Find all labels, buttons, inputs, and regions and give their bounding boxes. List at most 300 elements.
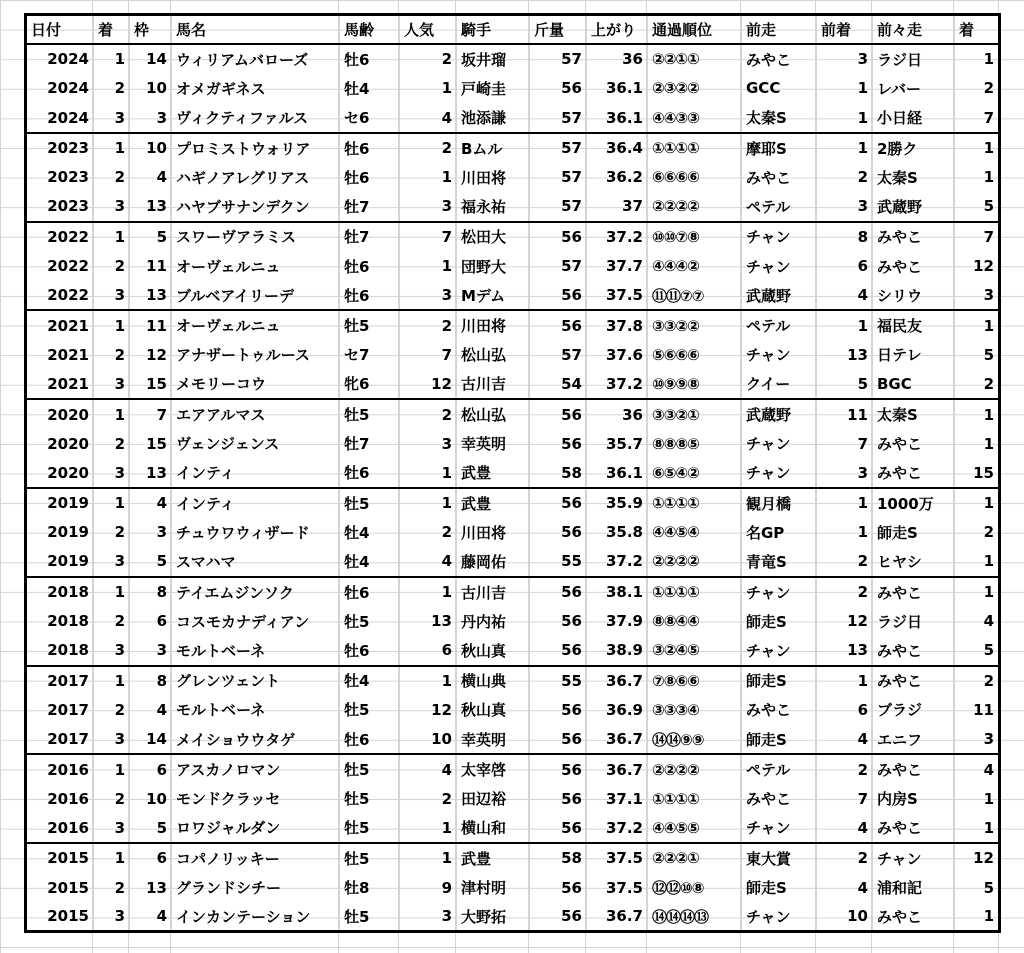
cell-finish[interactable]: 3 [94,458,130,488]
cell-passing-order[interactable]: ⑧⑧⑧⑤ [648,429,742,459]
cell-gate[interactable]: 5 [130,547,172,577]
cell-horse-name[interactable]: モルトベーネ [172,636,340,666]
cell-last-3f[interactable]: 36.7 [587,666,648,696]
cell-prev2-finish[interactable]: 15 [955,458,1000,488]
cell-prev2-race[interactable]: ブラジ [873,695,955,725]
cell-prev2-finish[interactable]: 2 [955,666,1000,696]
cell-last-3f[interactable]: 37.5 [587,281,648,311]
cell-date[interactable]: 2015 [26,902,94,932]
cell-last-3f[interactable]: 36.1 [587,103,648,133]
cell-weight[interactable]: 57 [530,340,587,370]
cell-sex-age[interactable]: 牡6 [340,162,400,192]
cell-weight[interactable]: 57 [530,103,587,133]
cell-date[interactable]: 2017 [26,695,94,725]
cell-finish[interactable]: 3 [94,370,130,400]
cell-jockey[interactable]: 戸崎圭 [457,74,530,104]
cell-finish[interactable]: 2 [94,784,130,814]
cell-popularity[interactable]: 1 [400,843,457,873]
cell-finish[interactable]: 2 [94,251,130,281]
cell-prev-race[interactable]: 東大賞 [742,843,817,873]
cell-popularity[interactable]: 2 [400,310,457,340]
cell-jockey[interactable]: 古川吉 [457,577,530,607]
cell-prev-finish[interactable]: 1 [817,666,873,696]
cell-gate[interactable]: 4 [130,488,172,518]
cell-passing-order[interactable]: ⑪⑪⑦⑦ [648,281,742,311]
cell-prev2-finish[interactable]: 2 [955,370,1000,400]
cell-horse-name[interactable]: ハヤブサナンデクン [172,192,340,222]
cell-horse-name[interactable]: インティ [172,458,340,488]
cell-prev-race[interactable]: GCC [742,74,817,104]
cell-prev-race[interactable]: 名GP [742,518,817,548]
cell-popularity[interactable]: 1 [400,488,457,518]
cell-finish[interactable]: 2 [94,606,130,636]
cell-date[interactable]: 2015 [26,873,94,903]
cell-gate[interactable]: 4 [130,162,172,192]
cell-finish[interactable]: 2 [94,873,130,903]
cell-horse-name[interactable]: コスモカナディアン [172,606,340,636]
cell-popularity[interactable]: 12 [400,370,457,400]
cell-passing-order[interactable]: ②②②② [648,754,742,784]
cell-sex-age[interactable]: 牡5 [340,784,400,814]
cell-prev2-finish[interactable]: 1 [955,310,1000,340]
cell-prev-finish[interactable]: 1 [817,310,873,340]
cell-popularity[interactable]: 3 [400,192,457,222]
cell-weight[interactable]: 57 [530,44,587,74]
cell-date[interactable]: 2024 [26,74,94,104]
cell-jockey[interactable]: 横山典 [457,666,530,696]
cell-jockey[interactable]: 松山弘 [457,340,530,370]
cell-finish[interactable]: 1 [94,399,130,429]
cell-prev2-race[interactable]: 師走S [873,518,955,548]
cell-prev-finish[interactable]: 1 [817,133,873,163]
cell-jockey[interactable]: Bムル [457,133,530,163]
cell-finish[interactable]: 1 [94,222,130,252]
cell-prev2-finish[interactable]: 1 [955,162,1000,192]
cell-weight[interactable]: 56 [530,754,587,784]
cell-finish[interactable]: 2 [94,340,130,370]
cell-finish[interactable]: 1 [94,843,130,873]
cell-last-3f[interactable]: 36.7 [587,754,648,784]
cell-sex-age[interactable]: 牡5 [340,902,400,932]
cell-prev2-finish[interactable]: 7 [955,222,1000,252]
cell-sex-age[interactable]: 牡5 [340,606,400,636]
cell-date[interactable]: 2021 [26,310,94,340]
cell-passing-order[interactable]: ④④③③ [648,103,742,133]
cell-gate[interactable]: 8 [130,666,172,696]
cell-last-3f[interactable]: 37.6 [587,340,648,370]
cell-last-3f[interactable]: 37.8 [587,310,648,340]
cell-jockey[interactable]: 古川吉 [457,370,530,400]
cell-passing-order[interactable]: ②②②② [648,192,742,222]
cell-passing-order[interactable]: ③③③④ [648,695,742,725]
cell-horse-name[interactable]: グレンツェント [172,666,340,696]
cell-date[interactable]: 2023 [26,192,94,222]
cell-date[interactable]: 2022 [26,251,94,281]
cell-popularity[interactable]: 2 [400,518,457,548]
cell-sex-age[interactable]: 牡5 [340,488,400,518]
cell-popularity[interactable]: 2 [400,784,457,814]
cell-prev-finish[interactable]: 13 [817,340,873,370]
cell-prev-race[interactable]: ペテル [742,754,817,784]
cell-finish[interactable]: 1 [94,310,130,340]
cell-weight[interactable]: 56 [530,74,587,104]
cell-prev-finish[interactable]: 1 [817,74,873,104]
cell-prev2-finish[interactable]: 12 [955,843,1000,873]
cell-finish[interactable]: 3 [94,281,130,311]
header-sex-age[interactable]: 馬齢 [340,15,400,45]
cell-sex-age[interactable]: 牡4 [340,518,400,548]
cell-last-3f[interactable]: 36.1 [587,458,648,488]
cell-gate[interactable]: 14 [130,725,172,755]
cell-prev-finish[interactable]: 2 [817,577,873,607]
cell-prev-race[interactable]: みやこ [742,695,817,725]
cell-finish[interactable]: 2 [94,695,130,725]
cell-prev-race[interactable]: チャン [742,458,817,488]
cell-prev-finish[interactable]: 3 [817,458,873,488]
cell-horse-name[interactable]: オーヴェルニュ [172,251,340,281]
cell-popularity[interactable]: 12 [400,695,457,725]
cell-horse-name[interactable]: スマハマ [172,547,340,577]
cell-horse-name[interactable]: ロワジャルダン [172,814,340,844]
cell-popularity[interactable]: 7 [400,222,457,252]
cell-prev2-race[interactable]: みやこ [873,222,955,252]
cell-gate[interactable]: 13 [130,281,172,311]
cell-last-3f[interactable]: 38.9 [587,636,648,666]
cell-weight[interactable]: 56 [530,577,587,607]
cell-sex-age[interactable]: セ6 [340,103,400,133]
cell-prev2-race[interactable]: ヒヤシ [873,547,955,577]
cell-gate[interactable]: 6 [130,843,172,873]
cell-prev-race[interactable]: 武蔵野 [742,399,817,429]
cell-date[interactable]: 2020 [26,458,94,488]
cell-prev2-finish[interactable]: 5 [955,192,1000,222]
cell-prev-race[interactable]: チャン [742,429,817,459]
cell-prev-finish[interactable]: 7 [817,429,873,459]
cell-last-3f[interactable]: 36.1 [587,74,648,104]
cell-jockey[interactable]: 秋山真 [457,695,530,725]
cell-finish[interactable]: 1 [94,666,130,696]
cell-passing-order[interactable]: ①①①① [648,784,742,814]
cell-prev2-finish[interactable]: 1 [955,547,1000,577]
cell-date[interactable]: 2022 [26,281,94,311]
cell-horse-name[interactable]: モルトベーネ [172,695,340,725]
cell-prev-finish[interactable]: 4 [817,281,873,311]
cell-prev-race[interactable]: 武蔵野 [742,281,817,311]
cell-passing-order[interactable]: ⑤⑥⑥⑥ [648,340,742,370]
cell-last-3f[interactable]: 37.9 [587,606,648,636]
cell-last-3f[interactable]: 35.9 [587,488,648,518]
cell-prev2-finish[interactable]: 7 [955,103,1000,133]
cell-popularity[interactable]: 4 [400,103,457,133]
cell-prev-finish[interactable]: 13 [817,636,873,666]
cell-prev2-race[interactable]: エニフ [873,725,955,755]
cell-horse-name[interactable]: オメガギネス [172,74,340,104]
cell-last-3f[interactable]: 37 [587,192,648,222]
cell-prev2-race[interactable]: みやこ [873,429,955,459]
cell-prev2-race[interactable]: チャン [873,843,955,873]
cell-prev-race[interactable]: 師走S [742,666,817,696]
cell-prev2-finish[interactable]: 1 [955,784,1000,814]
cell-jockey[interactable]: 武豊 [457,843,530,873]
cell-prev-finish[interactable]: 5 [817,370,873,400]
cell-finish[interactable]: 3 [94,725,130,755]
cell-jockey[interactable]: 池添謙 [457,103,530,133]
cell-prev2-finish[interactable]: 3 [955,725,1000,755]
cell-passing-order[interactable]: ⑭⑭⑨⑨ [648,725,742,755]
cell-popularity[interactable]: 10 [400,725,457,755]
cell-prev2-finish[interactable]: 2 [955,74,1000,104]
cell-prev2-finish[interactable]: 1 [955,399,1000,429]
cell-prev-finish[interactable]: 2 [817,547,873,577]
cell-date[interactable]: 2024 [26,44,94,74]
cell-prev-race[interactable]: みやこ [742,162,817,192]
cell-date[interactable]: 2023 [26,162,94,192]
cell-sex-age[interactable]: 牡5 [340,814,400,844]
cell-prev-race[interactable]: クイー [742,370,817,400]
cell-jockey[interactable]: 川田将 [457,162,530,192]
cell-weight[interactable]: 56 [530,636,587,666]
cell-popularity[interactable]: 2 [400,399,457,429]
header-prev2-race[interactable]: 前々走 [873,15,955,45]
cell-horse-name[interactable]: チュウワウィザード [172,518,340,548]
cell-last-3f[interactable]: 37.2 [587,814,648,844]
cell-prev2-race[interactable]: 太秦S [873,399,955,429]
cell-prev-finish[interactable]: 11 [817,399,873,429]
cell-date[interactable]: 2016 [26,814,94,844]
cell-prev-finish[interactable]: 1 [817,103,873,133]
cell-prev-race[interactable]: ペテル [742,192,817,222]
cell-passing-order[interactable]: ②③②② [648,74,742,104]
cell-jockey[interactable]: 松山弘 [457,399,530,429]
cell-sex-age[interactable]: 牡6 [340,44,400,74]
cell-prev2-race[interactable]: 小日経 [873,103,955,133]
cell-horse-name[interactable]: メモリーコウ [172,370,340,400]
cell-horse-name[interactable]: モンドクラッセ [172,784,340,814]
cell-prev-finish[interactable]: 2 [817,162,873,192]
cell-prev-race[interactable]: チャン [742,902,817,932]
cell-prev-race[interactable]: 青竜S [742,547,817,577]
cell-date[interactable]: 2021 [26,370,94,400]
cell-prev-race[interactable]: チャン [742,251,817,281]
cell-prev-race[interactable]: チャン [742,222,817,252]
header-passing-order[interactable]: 通過順位 [648,15,742,45]
cell-popularity[interactable]: 1 [400,251,457,281]
cell-sex-age[interactable]: 牡6 [340,577,400,607]
cell-gate[interactable]: 3 [130,636,172,666]
cell-last-3f[interactable]: 37.1 [587,784,648,814]
cell-popularity[interactable]: 1 [400,74,457,104]
cell-date[interactable]: 2020 [26,399,94,429]
cell-prev-finish[interactable]: 7 [817,784,873,814]
cell-gate[interactable]: 7 [130,399,172,429]
cell-popularity[interactable]: 3 [400,429,457,459]
cell-jockey[interactable]: 川田将 [457,518,530,548]
cell-weight[interactable]: 56 [530,695,587,725]
cell-weight[interactable]: 56 [530,606,587,636]
cell-passing-order[interactable]: ⑫⑫⑩⑧ [648,873,742,903]
cell-weight[interactable]: 56 [530,310,587,340]
cell-prev-finish[interactable]: 4 [817,814,873,844]
cell-prev-race[interactable]: チャン [742,577,817,607]
cell-jockey[interactable]: 福永祐 [457,192,530,222]
cell-jockey[interactable]: 武豊 [457,488,530,518]
cell-popularity[interactable]: 1 [400,577,457,607]
cell-horse-name[interactable]: コパノリッキー [172,843,340,873]
cell-horse-name[interactable]: ハギノアレグリアス [172,162,340,192]
cell-sex-age[interactable]: 牡5 [340,843,400,873]
cell-finish[interactable]: 1 [94,488,130,518]
cell-prev2-race[interactable]: 内房S [873,784,955,814]
cell-jockey[interactable]: 幸英明 [457,429,530,459]
cell-date[interactable]: 2023 [26,133,94,163]
cell-sex-age[interactable]: 牡7 [340,222,400,252]
header-prev-finish[interactable]: 前着 [817,15,873,45]
cell-sex-age[interactable]: 牡6 [340,636,400,666]
cell-gate[interactable]: 10 [130,133,172,163]
cell-date[interactable]: 2016 [26,784,94,814]
cell-popularity[interactable]: 9 [400,873,457,903]
cell-prev-finish[interactable]: 1 [817,518,873,548]
cell-popularity[interactable]: 2 [400,133,457,163]
cell-prev2-race[interactable]: みやこ [873,754,955,784]
cell-popularity[interactable]: 2 [400,44,457,74]
cell-sex-age[interactable]: 牡8 [340,873,400,903]
cell-last-3f[interactable]: 35.8 [587,518,648,548]
cell-popularity[interactable]: 4 [400,547,457,577]
cell-prev2-finish[interactable]: 3 [955,281,1000,311]
cell-prev-finish[interactable]: 2 [817,843,873,873]
cell-gate[interactable]: 13 [130,873,172,903]
header-prev-race[interactable]: 前走 [742,15,817,45]
cell-prev2-race[interactable]: BGC [873,370,955,400]
cell-horse-name[interactable]: グランドシチー [172,873,340,903]
cell-passing-order[interactable]: ⑩⑩⑦⑧ [648,222,742,252]
cell-sex-age[interactable]: 牡5 [340,310,400,340]
cell-sex-age[interactable]: 牝6 [340,370,400,400]
cell-sex-age[interactable]: 牡4 [340,74,400,104]
cell-prev2-race[interactable]: みやこ [873,902,955,932]
cell-gate[interactable]: 6 [130,754,172,784]
cell-prev2-race[interactable]: みやこ [873,458,955,488]
cell-date[interactable]: 2017 [26,666,94,696]
cell-prev2-race[interactable]: シリウ [873,281,955,311]
cell-popularity[interactable]: 1 [400,458,457,488]
cell-prev-finish[interactable]: 12 [817,606,873,636]
cell-gate[interactable]: 5 [130,814,172,844]
cell-date[interactable]: 2024 [26,103,94,133]
cell-finish[interactable]: 1 [94,44,130,74]
cell-prev2-race[interactable]: 2勝ク [873,133,955,163]
header-finish[interactable]: 着 [94,15,130,45]
cell-passing-order[interactable]: ④④④② [648,251,742,281]
cell-weight[interactable]: 54 [530,370,587,400]
cell-weight[interactable]: 55 [530,666,587,696]
cell-jockey[interactable]: 太宰啓 [457,754,530,784]
cell-sex-age[interactable]: 牡6 [340,251,400,281]
cell-date[interactable]: 2019 [26,488,94,518]
cell-prev-race[interactable]: 師走S [742,606,817,636]
cell-prev2-finish[interactable]: 1 [955,577,1000,607]
cell-passing-order[interactable]: ②②②② [648,547,742,577]
cell-popularity[interactable]: 3 [400,281,457,311]
cell-passing-order[interactable]: ⑦⑧⑥⑥ [648,666,742,696]
cell-finish[interactable]: 3 [94,192,130,222]
cell-prev2-race[interactable]: みやこ [873,577,955,607]
cell-popularity[interactable]: 1 [400,162,457,192]
cell-prev-finish[interactable]: 4 [817,873,873,903]
cell-prev-finish[interactable]: 1 [817,488,873,518]
cell-last-3f[interactable]: 36.4 [587,133,648,163]
cell-popularity[interactable]: 1 [400,814,457,844]
cell-prev-finish[interactable]: 4 [817,725,873,755]
header-last-3f[interactable]: 上がり [587,15,648,45]
cell-passing-order[interactable]: ④④⑤④ [648,518,742,548]
cell-prev2-finish[interactable]: 1 [955,133,1000,163]
cell-gate[interactable]: 11 [130,310,172,340]
cell-last-3f[interactable]: 37.7 [587,251,648,281]
cell-horse-name[interactable]: エアアルマス [172,399,340,429]
cell-passing-order[interactable]: ⑥⑥⑥⑥ [648,162,742,192]
cell-jockey[interactable]: 田辺裕 [457,784,530,814]
cell-last-3f[interactable]: 37.5 [587,873,648,903]
cell-prev-finish[interactable]: 2 [817,754,873,784]
cell-prev2-finish[interactable]: 1 [955,902,1000,932]
cell-gate[interactable]: 10 [130,784,172,814]
cell-date[interactable]: 2021 [26,340,94,370]
cell-weight[interactable]: 56 [530,518,587,548]
cell-weight[interactable]: 56 [530,873,587,903]
cell-gate[interactable]: 6 [130,606,172,636]
cell-gate[interactable]: 5 [130,222,172,252]
cell-last-3f[interactable]: 36 [587,399,648,429]
cell-passing-order[interactable]: ①①①① [648,133,742,163]
cell-passing-order[interactable]: ④④⑤⑤ [648,814,742,844]
cell-prev-finish[interactable]: 8 [817,222,873,252]
cell-finish[interactable]: 2 [94,162,130,192]
cell-horse-name[interactable]: ヴェンジェンス [172,429,340,459]
cell-horse-name[interactable]: インカンテーション [172,902,340,932]
cell-last-3f[interactable]: 37.2 [587,222,648,252]
cell-passing-order[interactable]: ①①①① [648,488,742,518]
header-horse-name[interactable]: 馬名 [172,15,340,45]
cell-prev-finish[interactable]: 3 [817,44,873,74]
cell-popularity[interactable]: 13 [400,606,457,636]
cell-prev2-race[interactable]: 福民友 [873,310,955,340]
cell-passing-order[interactable]: ③③②① [648,399,742,429]
cell-jockey[interactable]: 横山和 [457,814,530,844]
cell-jockey[interactable]: 団野大 [457,251,530,281]
cell-prev-race[interactable]: 観月橋 [742,488,817,518]
cell-prev2-race[interactable]: レバー [873,74,955,104]
cell-popularity[interactable]: 3 [400,902,457,932]
cell-date[interactable]: 2017 [26,725,94,755]
cell-jockey[interactable]: 秋山真 [457,636,530,666]
cell-sex-age[interactable]: 牡5 [340,754,400,784]
cell-horse-name[interactable]: オーヴェルニュ [172,310,340,340]
header-prev2-finish[interactable]: 着 [955,15,1000,45]
cell-prev2-finish[interactable]: 1 [955,814,1000,844]
header-weight[interactable]: 斤量 [530,15,587,45]
cell-horse-name[interactable]: スワーヴアラミス [172,222,340,252]
cell-date[interactable]: 2015 [26,843,94,873]
cell-horse-name[interactable]: メイショウウタゲ [172,725,340,755]
cell-finish[interactable]: 2 [94,429,130,459]
cell-date[interactable]: 2018 [26,577,94,607]
cell-finish[interactable]: 2 [94,74,130,104]
cell-date[interactable]: 2019 [26,547,94,577]
cell-last-3f[interactable]: 37.2 [587,547,648,577]
cell-prev2-finish[interactable]: 1 [955,44,1000,74]
